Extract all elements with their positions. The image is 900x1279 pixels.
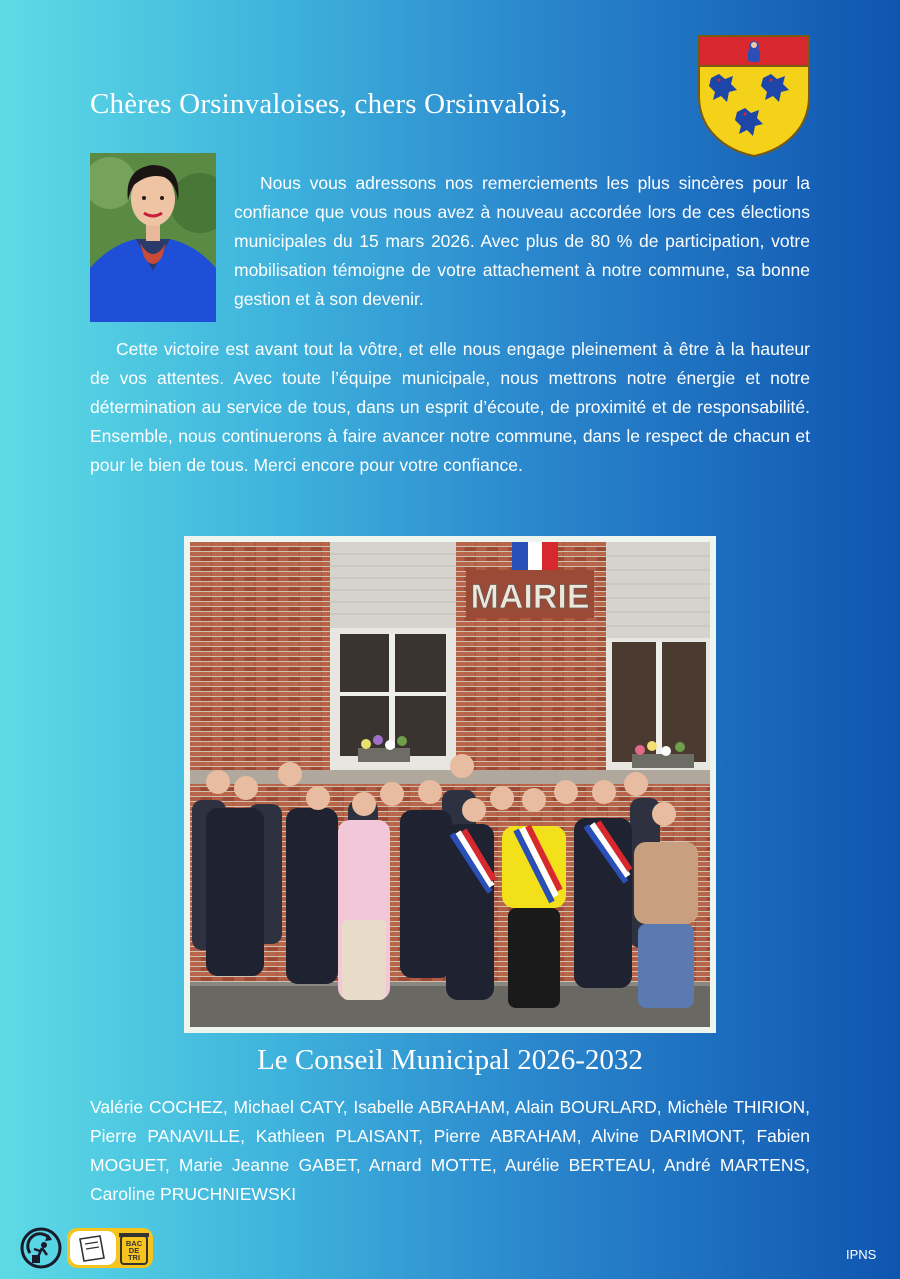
coat-of-arms	[697, 34, 811, 158]
mayor-portrait	[90, 153, 216, 322]
mairie-sign: MAIRIE	[470, 578, 590, 616]
council-members-list: Valérie COCHEZ, Michael CATY, Isabelle ABRAHAM, Alain BOURLARD, Michèle THIRION, Pierre PANAVILLE, Kathleen PLAISANT, Pierre ABRAHAM, Alvine DARIMONT, Fabien MOGUET, Marie Jeanne GABET, Arnard MOTTE, Aurélie BERTEAU, André MARTENS, Caroline PRUCHNIEWSKI	[90, 1097, 810, 1204]
intro-paragraph: Nous vous adressons nos remerciements les plus sincères pour la confiance que vous nous avez à nouveau accordée lors de ces élections municipales du 15 mars 2026. Avec plus de 80 % de participation, votre mobilisation témoigne de votre attachement à notre commune, sa bonne gestion et à son devenir.	[234, 173, 810, 309]
council-title: Le Conseil Municipal 2026-2032	[257, 1044, 643, 1076]
greeting-heading: Chères Orsinvaloises, chers Orsinvalois,	[90, 88, 568, 120]
ipns-label: IPNS	[846, 1247, 877, 1262]
town-council-group-photo	[190, 542, 710, 1027]
bin-label: BAC DE TRI	[125, 1239, 143, 1262]
paper-to-bin-icon	[66, 1227, 154, 1269]
recycle-person-icon	[20, 1227, 62, 1269]
group-photo-frame	[184, 536, 716, 1033]
victory-paragraph: Cette victoire est avant tout la vôtre, et elle nous engage pleinement à être à la hauteur de vos attentes. Avec toute l’équipe municipale, nous mettrons notre énergie et notre détermination au service de tous, dans un esprit d’écoute, de proximité et de responsabilité. Ensemble, nous continuerons à faire avancer notre commune, dans le respect de chacun et pour le bien de tous. Merci encore pour votre confiance.	[90, 339, 810, 475]
